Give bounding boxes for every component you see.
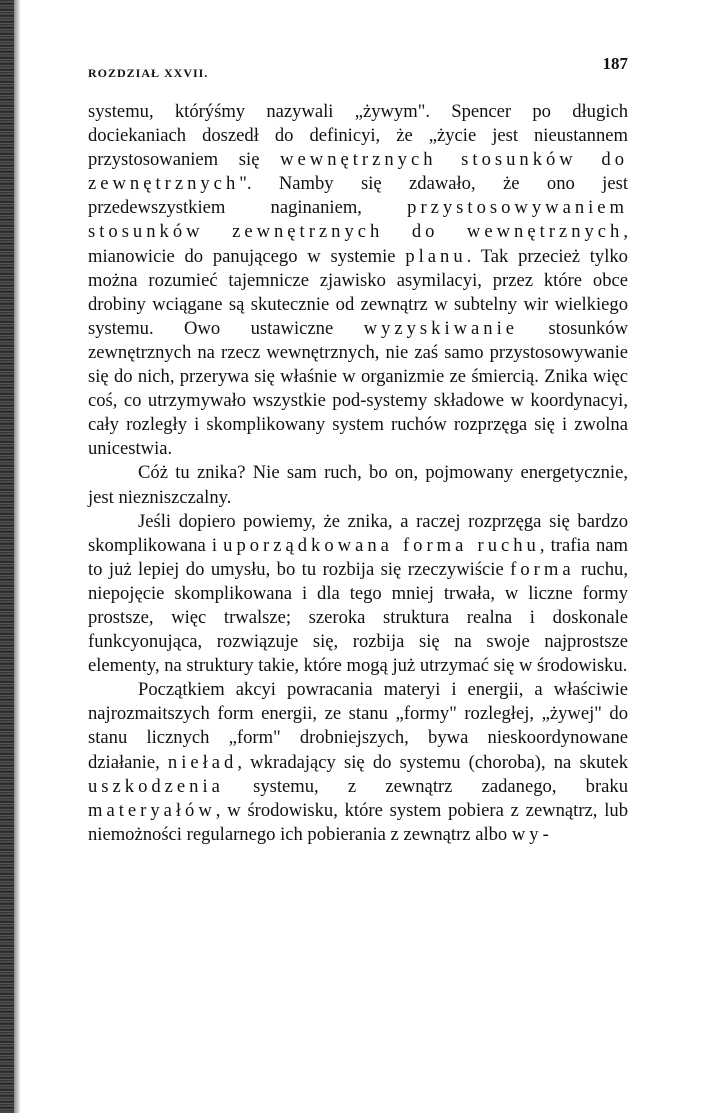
body-text	[88, 100, 628, 847]
page-number: 187	[602, 54, 628, 73]
spaced-emphasis: planu	[405, 245, 467, 267]
spaced-emphasis: wewnętrznych stosunków do zewnętrznych	[88, 149, 628, 195]
book-page	[88, 48, 628, 847]
text-run: Początkiem akcyi powracania materyi i energii, a właściwie najrozmaitszych form energii, ze stanu „formy" rozległej, „żywej" do stanu licznych „form" drobniejszych, bywa nieskoordynowane działanie,	[88, 679, 628, 773]
text-run: ". Namby się zdawało, że ono jest przedewszystkiem naginaniem,	[88, 173, 628, 219]
spaced-emphasis: forma	[510, 558, 575, 580]
spaced-emphasis: wyzyskiwanie	[363, 317, 519, 339]
paragraph-3	[88, 510, 628, 679]
spaced-emphasis: uszkodzenia	[88, 775, 224, 797]
text-run: systemu, z zewnątrz zadanego, braku	[223, 775, 628, 797]
paragraph-2	[88, 461, 628, 509]
text-run: , mianowicie do panującego w systemie	[88, 221, 628, 267]
spaced-emphasis: nieład	[167, 751, 238, 773]
text-run: . Tak przecież tylko można rozumieć tajemnicze zjawisko asymilacyi, przez które obce drobiny wciągane są skutecznie od zewnątrz w subtelny wir wielkiego systemu. Owo ustawiczne	[88, 245, 628, 339]
paragraph-1	[88, 100, 628, 461]
spaced-emphasis: uporządkowana forma ruchu	[223, 534, 540, 556]
spaced-emphasis: materyałów	[88, 799, 216, 821]
text-run: systemu, którýśmy nazywali „żywym". Spencer po długich dociekaniach doszedł do definicyi, że „życie jest nieustannem przystosowaniem się	[88, 101, 628, 171]
book-gutter-shadow	[14, 0, 20, 1113]
text-run: Jeśli dopiero powiemy, że znika, a raczej rozprzęga się bardzo skomplikowana i	[88, 510, 628, 556]
running-header	[88, 48, 628, 88]
paragraph-4	[88, 678, 628, 847]
text-run: , w środowisku, które system pobiera z zewnątrz, lub niemożności regularnego ich pobierania z zewnątrz albo	[88, 799, 628, 845]
chapter-heading: ROZDZIAŁ XXVII.	[88, 66, 209, 80]
book-spine-edge	[0, 0, 14, 1113]
text-run: , wkradający się do systemu (choroba), na skutek	[237, 751, 628, 773]
spaced-emphasis: wy-	[511, 823, 553, 845]
text-run: Cóż tu znika? Nie sam ruch, bo on, pojmowany energetycznie, jest niezniszczalny.	[88, 462, 628, 508]
text-run: stosunków zewnętrznych na rzecz wewnętrznych, nie zaś samo przystosowywanie się do nich, przerywa się właśnie w organizmie ze śmiercią. Znika więc coś, co utrzymywało wszystkie pod-systemy składowe w koordynacyi, cały rozległy i skomplikowany system ruchów rozprzęga się i zwolna unicestwia.	[88, 317, 628, 460]
text-run: ruchu, niepojęcie skomplikowana i dla tego mniej trwała, w liczne formy prostsze, więc trwalsze; szeroka struktura realna i doskonale funkcyonująca, rozwiązuje się, rozbija się na swoje najprostsze elementy, na struktury takie, które mogą już utrzymać się w środowisku.	[88, 558, 628, 677]
text-run: , trafia nam to już lepiej do umysłu, bo tu rozbija się rzeczywiście	[88, 534, 628, 580]
spaced-emphasis: przystosowywaniem stosunków zewnętrznych do wewnętrznych	[88, 197, 628, 243]
